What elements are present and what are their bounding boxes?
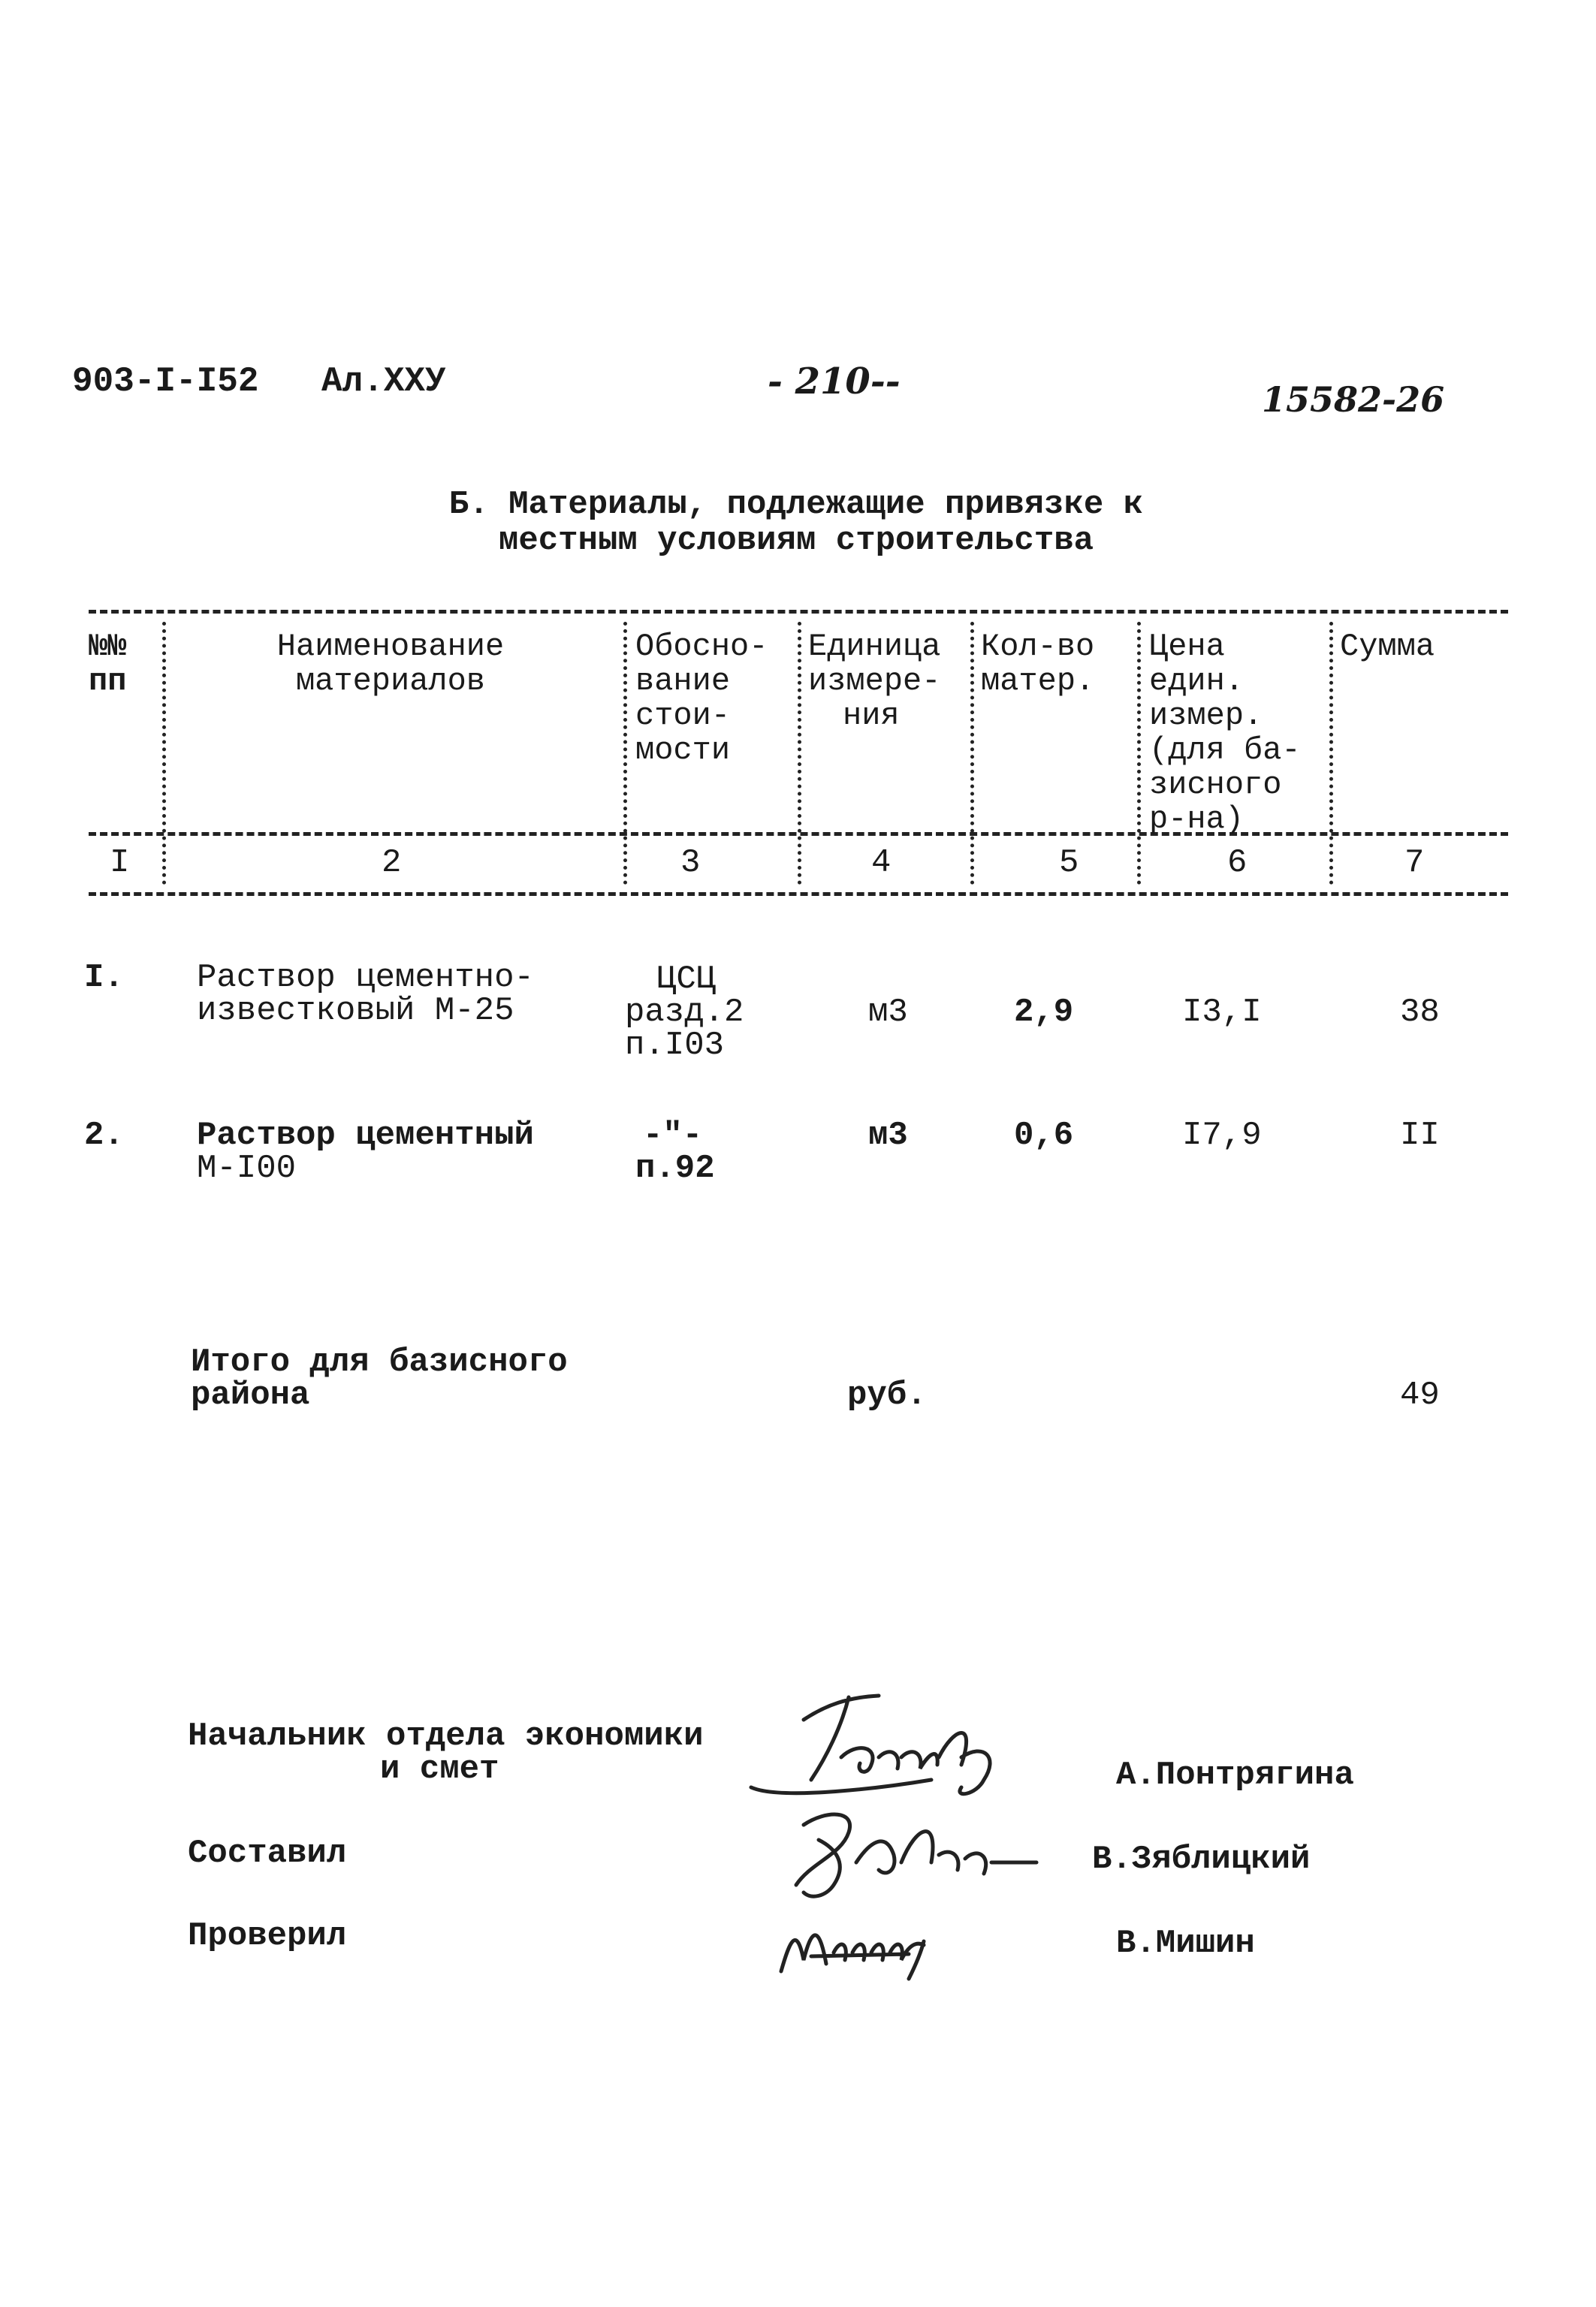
- composed-by-title: Составил: [188, 1835, 347, 1872]
- page-number: - 210--: [768, 360, 901, 403]
- column-divider: [1329, 622, 1333, 885]
- row-sum: II: [1400, 1117, 1440, 1154]
- section-title-line-2: местным условиям строительства: [498, 522, 1094, 559]
- checked-by-title: Проверил: [188, 1917, 347, 1955]
- column-number: 4: [871, 844, 892, 882]
- header-col-5: Кол-во матер.: [981, 629, 1095, 699]
- header-col-4: Единица измере- ния: [808, 629, 941, 734]
- unit-of-measure: м3: [868, 1117, 908, 1154]
- column-divider: [162, 622, 166, 885]
- quantity: 0,6: [1014, 1117, 1074, 1154]
- header-col-3: Обосно- вание стои- мости: [635, 629, 768, 768]
- total-unit: руб.: [847, 1377, 927, 1414]
- row-number: 2.: [84, 1117, 124, 1154]
- quantity: 2,9: [1014, 994, 1074, 1031]
- unit-price: I3,I: [1182, 994, 1262, 1031]
- column-number-rule: [89, 892, 1508, 896]
- column-divider: [1137, 622, 1141, 885]
- column-number: 5: [1059, 844, 1079, 882]
- column-number: 6: [1227, 844, 1248, 882]
- row-sum: 38: [1400, 994, 1440, 1031]
- row-number: I.: [84, 959, 124, 997]
- section-title-line-1: Б. Материалы, подлежащие привязке к: [448, 486, 1144, 523]
- column-number: 3: [680, 844, 701, 882]
- material-name: Раствор цементно- известковый М-25: [197, 959, 534, 1030]
- header-col-1: №№ пп: [89, 629, 127, 699]
- inventory-number: 15582-26: [1262, 379, 1445, 420]
- cost-basis: -"- п.92: [635, 1117, 715, 1187]
- album-number: Ал.XXУ: [321, 362, 446, 401]
- composed-by-name: В.Зяблицкий: [1092, 1841, 1311, 1878]
- signature-zyablitsky: [766, 1795, 1067, 1907]
- header-col-2: Наименование материалов: [276, 629, 505, 699]
- signature-pontryagina: [736, 1675, 1082, 1802]
- column-divider: [798, 622, 801, 885]
- cost-basis: ЦСЦ разд.2 п.I03: [625, 960, 744, 1064]
- header-col-6: Цена един. измер. (для ба- зисного р-на): [1149, 629, 1301, 837]
- head-of-department-name: А.Понтрягина: [1116, 1757, 1354, 1794]
- column-divider: [970, 622, 974, 885]
- column-number: I: [110, 844, 130, 882]
- checked-by-name: В.Мишин: [1116, 1925, 1255, 1962]
- material-name: Раствор цементный М-I00: [197, 1117, 534, 1187]
- header-col-7: Сумма: [1340, 629, 1435, 665]
- total-sum: 49: [1400, 1377, 1440, 1414]
- total-label: Итого для базисного района: [191, 1343, 568, 1414]
- section-title: [345, 487, 1247, 559]
- document-code: 903-I-I52: [72, 362, 259, 401]
- unit-price: I7,9: [1182, 1117, 1262, 1154]
- signature-mishin: [766, 1900, 991, 1983]
- column-number: 7: [1404, 844, 1425, 882]
- unit-of-measure: м3: [868, 994, 908, 1031]
- column-number: 2: [382, 844, 402, 882]
- head-of-department-title: Начальник отдела экономики и смет: [188, 1717, 704, 1788]
- column-divider: [623, 622, 627, 885]
- table-top-rule: [89, 610, 1508, 614]
